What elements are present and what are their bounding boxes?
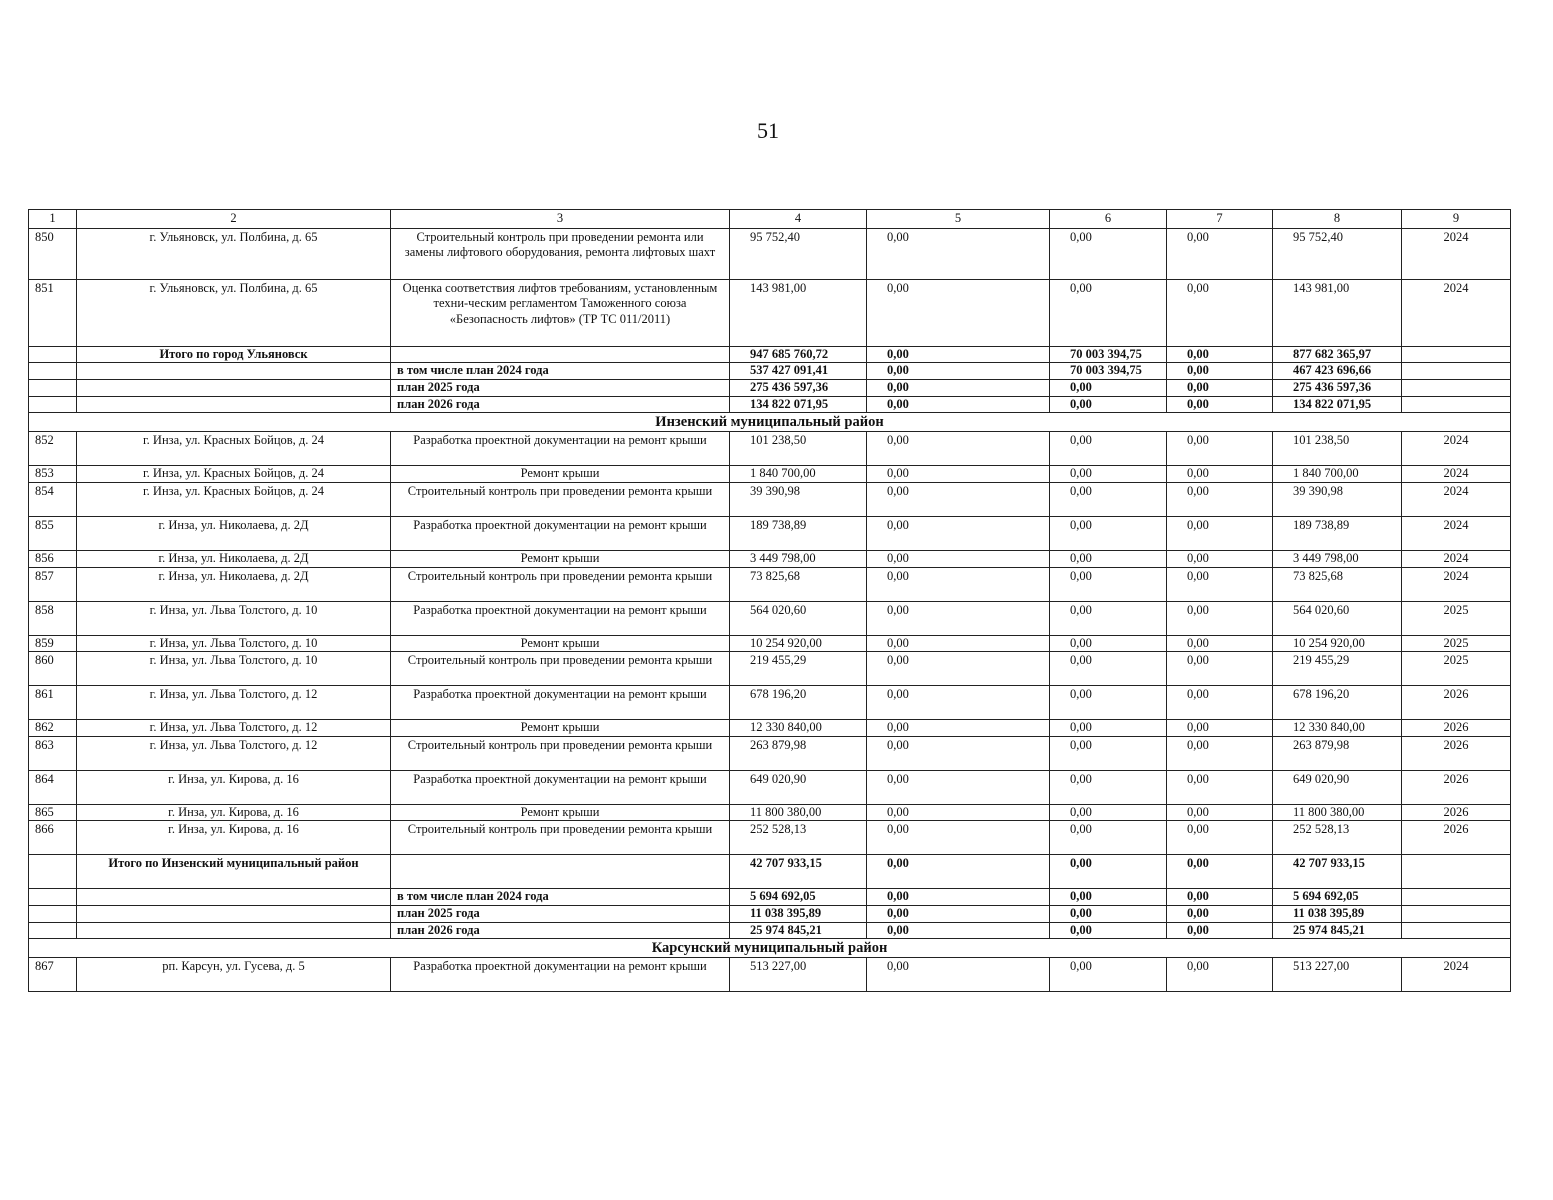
- amount-cell: 0,00: [1167, 567, 1273, 601]
- plan-label: план 2025 года: [391, 906, 730, 923]
- row-number: 854: [29, 482, 77, 516]
- amount-cell: 0,00: [867, 635, 1050, 652]
- plan-amount-cell: 467 423 696,66: [1273, 363, 1402, 380]
- year-cell: 2024: [1402, 432, 1511, 466]
- address-cell: г. Инза, ул. Кирова, д. 16: [77, 804, 391, 821]
- amount-cell: 95 752,40: [1273, 228, 1402, 279]
- amount-cell: 0,00: [1050, 567, 1167, 601]
- table-row: [29, 279, 1511, 346]
- amount-cell: 0,00: [1167, 652, 1273, 686]
- amount-cell: 0,00: [1050, 804, 1167, 821]
- row-number: 860: [29, 652, 77, 686]
- column-header: 9: [1402, 210, 1511, 229]
- amount-cell: 0,00: [1050, 652, 1167, 686]
- amount-cell: 0,00: [867, 550, 1050, 567]
- amount-cell: 0,00: [1167, 466, 1273, 483]
- work-type-cell: Разработка проектной документации на ремонт крыши: [391, 432, 730, 466]
- total-amount-cell: 0,00: [867, 855, 1050, 889]
- amount-cell: 564 020,60: [1273, 601, 1402, 635]
- year-cell: 2026: [1402, 736, 1511, 770]
- amount-cell: 0,00: [867, 821, 1050, 855]
- row-number: 864: [29, 770, 77, 804]
- plan-amount-cell: 134 822 071,95: [1273, 396, 1402, 413]
- table-row: [29, 770, 1511, 804]
- address-cell: г. Ульяновск, ул. Полбина, д. 65: [77, 228, 391, 279]
- amount-cell: 0,00: [867, 686, 1050, 720]
- work-type-cell: Разработка проектной документации на ремонт крыши: [391, 958, 730, 992]
- amount-cell: 0,00: [1050, 686, 1167, 720]
- total-amount-cell: 0,00: [867, 346, 1050, 363]
- year-cell: 2024: [1402, 482, 1511, 516]
- plan-amount-cell: 0,00: [1167, 379, 1273, 396]
- row-number: 850: [29, 228, 77, 279]
- table-cell: [1402, 889, 1511, 906]
- year-cell: 2025: [1402, 652, 1511, 686]
- column-header: 2: [77, 210, 391, 229]
- table-cell: [1402, 346, 1511, 363]
- plan-amount-cell: 25 974 845,21: [730, 922, 867, 939]
- amount-cell: 0,00: [1167, 516, 1273, 550]
- year-cell: 2024: [1402, 466, 1511, 483]
- address-cell: г. Инза, ул. Льва Толстого, д. 12: [77, 736, 391, 770]
- plan-label: план 2026 года: [391, 922, 730, 939]
- amount-cell: 73 825,68: [1273, 567, 1402, 601]
- year-cell: 2024: [1402, 516, 1511, 550]
- amount-total-cell: 101 238,50: [730, 432, 867, 466]
- work-type-cell: Строительный контроль при проведении ремонта крыши: [391, 821, 730, 855]
- amount-total-cell: 564 020,60: [730, 601, 867, 635]
- work-type-cell: Разработка проектной документации на ремонт крыши: [391, 770, 730, 804]
- district-heading: Карсунский муниципальный район: [29, 939, 1511, 958]
- plan-amount-cell: 11 038 395,89: [1273, 906, 1402, 923]
- work-type-cell: Разработка проектной документации на ремонт крыши: [391, 686, 730, 720]
- district-heading-row: [29, 413, 1511, 432]
- plan-row: [29, 889, 1511, 906]
- plan-amount-cell: 5 694 692,05: [1273, 889, 1402, 906]
- plan-row: [29, 396, 1511, 413]
- row-number: 855: [29, 516, 77, 550]
- address-cell: г. Инза, ул. Льва Толстого, д. 12: [77, 720, 391, 737]
- total-label: Итого по Инзенский муниципальный район: [77, 855, 391, 889]
- plan-amount-cell: 537 427 091,41: [730, 363, 867, 380]
- year-cell: 2026: [1402, 720, 1511, 737]
- amount-total-cell: 143 981,00: [730, 279, 867, 346]
- plan-amount-cell: 0,00: [1167, 363, 1273, 380]
- table-cell: [1402, 855, 1511, 889]
- amount-cell: 0,00: [867, 567, 1050, 601]
- row-number: 856: [29, 550, 77, 567]
- amount-total-cell: 513 227,00: [730, 958, 867, 992]
- plan-label: в том числе план 2024 года: [391, 889, 730, 906]
- table-row: [29, 482, 1511, 516]
- row-number: 866: [29, 821, 77, 855]
- total-amount-cell: 42 707 933,15: [730, 855, 867, 889]
- amount-cell: 0,00: [1050, 720, 1167, 737]
- amount-cell: 0,00: [1167, 279, 1273, 346]
- work-type-cell: Строительный контроль при проведении ремонта крыши: [391, 482, 730, 516]
- amount-total-cell: 263 879,98: [730, 736, 867, 770]
- amount-cell: 0,00: [1050, 821, 1167, 855]
- plan-amount-cell: 0,00: [867, 396, 1050, 413]
- row-number: 859: [29, 635, 77, 652]
- amount-total-cell: 252 528,13: [730, 821, 867, 855]
- amount-total-cell: 1 840 700,00: [730, 466, 867, 483]
- amount-cell: 0,00: [867, 466, 1050, 483]
- year-cell: 2024: [1402, 550, 1511, 567]
- amount-cell: 0,00: [1167, 821, 1273, 855]
- total-amount-cell: 947 685 760,72: [730, 346, 867, 363]
- row-number: 853: [29, 466, 77, 483]
- table-cell: [29, 922, 77, 939]
- work-type-cell: Разработка проектной документации на ремонт крыши: [391, 601, 730, 635]
- amount-total-cell: 73 825,68: [730, 567, 867, 601]
- amount-cell: 0,00: [1050, 601, 1167, 635]
- address-cell: г. Инза, ул. Кирова, д. 16: [77, 821, 391, 855]
- plan-amount-cell: 0,00: [867, 906, 1050, 923]
- address-cell: г. Инза, ул. Кирова, д. 16: [77, 770, 391, 804]
- amount-cell: 1 840 700,00: [1273, 466, 1402, 483]
- total-amount-cell: 70 003 394,75: [1050, 346, 1167, 363]
- table-row: [29, 720, 1511, 737]
- table-row: [29, 652, 1511, 686]
- amount-cell: 11 800 380,00: [1273, 804, 1402, 821]
- address-cell: г. Инза, ул. Красных Бойцов, д. 24: [77, 432, 391, 466]
- plan-row: [29, 922, 1511, 939]
- table-cell: [391, 855, 730, 889]
- column-header: 6: [1050, 210, 1167, 229]
- row-number: 851: [29, 279, 77, 346]
- plan-row: [29, 363, 1511, 380]
- plan-amount-cell: 0,00: [867, 889, 1050, 906]
- amount-cell: 189 738,89: [1273, 516, 1402, 550]
- year-cell: 2025: [1402, 601, 1511, 635]
- address-cell: г. Инза, ул. Льва Толстого, д. 10: [77, 652, 391, 686]
- amount-cell: 0,00: [867, 516, 1050, 550]
- year-cell: 2026: [1402, 804, 1511, 821]
- column-header: 1: [29, 210, 77, 229]
- amount-cell: 252 528,13: [1273, 821, 1402, 855]
- amount-total-cell: 10 254 920,00: [730, 635, 867, 652]
- table-cell: [1402, 922, 1511, 939]
- plan-amount-cell: 0,00: [1167, 889, 1273, 906]
- amount-total-cell: 678 196,20: [730, 686, 867, 720]
- year-cell: 2024: [1402, 279, 1511, 346]
- table-cell: [1402, 379, 1511, 396]
- amount-cell: 0,00: [867, 804, 1050, 821]
- amount-cell: 0,00: [867, 228, 1050, 279]
- column-header: 3: [391, 210, 730, 229]
- address-cell: рп. Карсун, ул. Гусева, д. 5: [77, 958, 391, 992]
- row-number: 861: [29, 686, 77, 720]
- table-cell: [29, 855, 77, 889]
- table-row: [29, 686, 1511, 720]
- amount-cell: 0,00: [1167, 432, 1273, 466]
- table-row: [29, 550, 1511, 567]
- total-amount-cell: 0,00: [1167, 855, 1273, 889]
- amount-total-cell: 189 738,89: [730, 516, 867, 550]
- amount-cell: 3 449 798,00: [1273, 550, 1402, 567]
- amount-cell: 0,00: [1050, 228, 1167, 279]
- table-row: [29, 228, 1511, 279]
- total-amount-cell: 0,00: [1050, 855, 1167, 889]
- table-cell: [1402, 363, 1511, 380]
- plan-amount-cell: 0,00: [1050, 906, 1167, 923]
- amount-cell: 0,00: [1050, 635, 1167, 652]
- address-cell: г. Инза, ул. Красных Бойцов, д. 24: [77, 482, 391, 516]
- work-type-cell: Ремонт крыши: [391, 550, 730, 567]
- amount-cell: 0,00: [1167, 720, 1273, 737]
- table-body: [29, 210, 1511, 992]
- row-number: 852: [29, 432, 77, 466]
- table-cell: [1402, 906, 1511, 923]
- table-row: [29, 601, 1511, 635]
- table-row: [29, 567, 1511, 601]
- amount-cell: 649 020,90: [1273, 770, 1402, 804]
- year-cell: 2026: [1402, 686, 1511, 720]
- row-number: 858: [29, 601, 77, 635]
- plan-row: [29, 379, 1511, 396]
- amount-cell: 39 390,98: [1273, 482, 1402, 516]
- amount-cell: 0,00: [1167, 736, 1273, 770]
- column-header: 4: [730, 210, 867, 229]
- row-number: 863: [29, 736, 77, 770]
- plan-amount-cell: 70 003 394,75: [1050, 363, 1167, 380]
- year-cell: 2026: [1402, 770, 1511, 804]
- plan-amount-cell: 0,00: [1167, 396, 1273, 413]
- address-cell: г. Инза, ул. Николаева, д. 2Д: [77, 550, 391, 567]
- amount-cell: 12 330 840,00: [1273, 720, 1402, 737]
- total-label: Итого по город Ульяновск: [77, 346, 391, 363]
- plan-amount-cell: 11 038 395,89: [730, 906, 867, 923]
- amount-cell: 0,00: [1167, 804, 1273, 821]
- year-cell: 2026: [1402, 821, 1511, 855]
- table-row: [29, 821, 1511, 855]
- table-cell: [29, 346, 77, 363]
- total-amount-cell: 42 707 933,15: [1273, 855, 1402, 889]
- amount-cell: 0,00: [1167, 482, 1273, 516]
- table-row: [29, 516, 1511, 550]
- amount-cell: 263 879,98: [1273, 736, 1402, 770]
- amount-cell: 0,00: [1050, 279, 1167, 346]
- table-row: [29, 466, 1511, 483]
- plan-amount-cell: 275 436 597,36: [730, 379, 867, 396]
- amount-cell: 0,00: [867, 958, 1050, 992]
- amount-cell: 101 238,50: [1273, 432, 1402, 466]
- table-cell: [29, 396, 77, 413]
- plan-amount-cell: 0,00: [1050, 922, 1167, 939]
- row-number: 862: [29, 720, 77, 737]
- plan-amount-cell: 134 822 071,95: [730, 396, 867, 413]
- work-type-cell: Строительный контроль при проведении ремонта крыши: [391, 736, 730, 770]
- amount-cell: 0,00: [1167, 635, 1273, 652]
- plan-amount-cell: 0,00: [867, 363, 1050, 380]
- address-cell: г. Инза, ул. Николаева, д. 2Д: [77, 567, 391, 601]
- work-type-cell: Строительный контроль при проведении ремонта крыши: [391, 567, 730, 601]
- table-cell: [29, 379, 77, 396]
- table-row: [29, 736, 1511, 770]
- amount-cell: 0,00: [867, 770, 1050, 804]
- table-cell: [391, 346, 730, 363]
- table-cell: [77, 889, 391, 906]
- amount-total-cell: 11 800 380,00: [730, 804, 867, 821]
- address-cell: г. Ульяновск, ул. Полбина, д. 65: [77, 279, 391, 346]
- amount-cell: 0,00: [1167, 601, 1273, 635]
- table-row: [29, 432, 1511, 466]
- total-amount-cell: 877 682 365,97: [1273, 346, 1402, 363]
- year-cell: 2024: [1402, 567, 1511, 601]
- work-type-cell: Ремонт крыши: [391, 804, 730, 821]
- table-row: [29, 635, 1511, 652]
- amount-cell: 0,00: [1050, 736, 1167, 770]
- address-cell: г. Инза, ул. Льва Толстого, д. 12: [77, 686, 391, 720]
- amount-cell: 0,00: [867, 279, 1050, 346]
- total-row: [29, 855, 1511, 889]
- amount-cell: 0,00: [1050, 432, 1167, 466]
- amount-cell: 0,00: [1167, 958, 1273, 992]
- plan-amount-cell: 0,00: [1050, 396, 1167, 413]
- work-type-cell: Разработка проектной документации на ремонт крыши: [391, 516, 730, 550]
- table-cell: [29, 906, 77, 923]
- row-number: 857: [29, 567, 77, 601]
- amount-total-cell: 39 390,98: [730, 482, 867, 516]
- amount-total-cell: 3 449 798,00: [730, 550, 867, 567]
- address-cell: г. Инза, ул. Льва Толстого, д. 10: [77, 601, 391, 635]
- amount-cell: 0,00: [1050, 550, 1167, 567]
- table-cell: [77, 396, 391, 413]
- amount-cell: 0,00: [867, 601, 1050, 635]
- column-number-row: [29, 210, 1511, 229]
- table-cell: [29, 889, 77, 906]
- amount-cell: 0,00: [1050, 516, 1167, 550]
- amount-cell: 0,00: [1050, 958, 1167, 992]
- amount-total-cell: 95 752,40: [730, 228, 867, 279]
- column-header: 7: [1167, 210, 1273, 229]
- amount-cell: 0,00: [867, 720, 1050, 737]
- work-type-cell: Оценка соответствия лифтов требованиям, установленным техни-ческим регламентом Таможенного союза «Безопасность лифтов» (ТР ТС 011/2011): [391, 279, 730, 346]
- amount-cell: 10 254 920,00: [1273, 635, 1402, 652]
- district-heading: Инзенский муниципальный район: [29, 413, 1511, 432]
- plan-amount-cell: 25 974 845,21: [1273, 922, 1402, 939]
- amount-cell: 0,00: [1167, 550, 1273, 567]
- table-cell: [77, 922, 391, 939]
- table-cell: [29, 363, 77, 380]
- amount-cell: 0,00: [867, 652, 1050, 686]
- work-type-cell: Строительный контроль при проведении ремонта или замены лифтового оборудования, ремонта лифтовых шахт: [391, 228, 730, 279]
- plan-amount-cell: 275 436 597,36: [1273, 379, 1402, 396]
- amount-cell: 0,00: [1167, 686, 1273, 720]
- plan-amount-cell: 0,00: [867, 379, 1050, 396]
- plan-label: план 2025 года: [391, 379, 730, 396]
- amount-cell: 143 981,00: [1273, 279, 1402, 346]
- district-heading-row: [29, 939, 1511, 958]
- amount-cell: 0,00: [1050, 482, 1167, 516]
- amount-cell: 0,00: [1050, 466, 1167, 483]
- work-type-cell: Строительный контроль при проведении ремонта крыши: [391, 652, 730, 686]
- work-type-cell: Ремонт крыши: [391, 635, 730, 652]
- total-amount-cell: 0,00: [1167, 346, 1273, 363]
- plan-label: в том числе план 2024 года: [391, 363, 730, 380]
- table-cell: [77, 379, 391, 396]
- amount-total-cell: 12 330 840,00: [730, 720, 867, 737]
- table-cell: [77, 363, 391, 380]
- table-row: [29, 804, 1511, 821]
- plan-row: [29, 906, 1511, 923]
- total-row: [29, 346, 1511, 363]
- plan-label: план 2026 года: [391, 396, 730, 413]
- plan-amount-cell: 5 694 692,05: [730, 889, 867, 906]
- address-cell: г. Инза, ул. Льва Толстого, д. 10: [77, 635, 391, 652]
- column-header: 5: [867, 210, 1050, 229]
- amount-cell: 0,00: [1167, 770, 1273, 804]
- table-row: [29, 958, 1511, 992]
- work-type-cell: Ремонт крыши: [391, 466, 730, 483]
- plan-amount-cell: 0,00: [867, 922, 1050, 939]
- amount-cell: 0,00: [867, 432, 1050, 466]
- amount-cell: 678 196,20: [1273, 686, 1402, 720]
- row-number: 865: [29, 804, 77, 821]
- year-cell: 2025: [1402, 635, 1511, 652]
- row-number: 867: [29, 958, 77, 992]
- amount-total-cell: 649 020,90: [730, 770, 867, 804]
- repair-plan-table: [28, 209, 1511, 992]
- plan-amount-cell: 0,00: [1050, 379, 1167, 396]
- plan-amount-cell: 0,00: [1050, 889, 1167, 906]
- column-header: 8: [1273, 210, 1402, 229]
- amount-cell: 0,00: [1167, 228, 1273, 279]
- year-cell: 2024: [1402, 228, 1511, 279]
- amount-cell: 219 455,29: [1273, 652, 1402, 686]
- address-cell: г. Инза, ул. Красных Бойцов, д. 24: [77, 466, 391, 483]
- amount-cell: 0,00: [1050, 770, 1167, 804]
- table-cell: [1402, 396, 1511, 413]
- page-number: 51: [757, 118, 779, 143]
- amount-total-cell: 219 455,29: [730, 652, 867, 686]
- work-type-cell: Ремонт крыши: [391, 720, 730, 737]
- address-cell: г. Инза, ул. Николаева, д. 2Д: [77, 516, 391, 550]
- plan-amount-cell: 0,00: [1167, 906, 1273, 923]
- amount-cell: 0,00: [867, 736, 1050, 770]
- amount-cell: 0,00: [867, 482, 1050, 516]
- plan-amount-cell: 0,00: [1167, 922, 1273, 939]
- year-cell: 2024: [1402, 958, 1511, 992]
- table-cell: [77, 906, 391, 923]
- amount-cell: 513 227,00: [1273, 958, 1402, 992]
